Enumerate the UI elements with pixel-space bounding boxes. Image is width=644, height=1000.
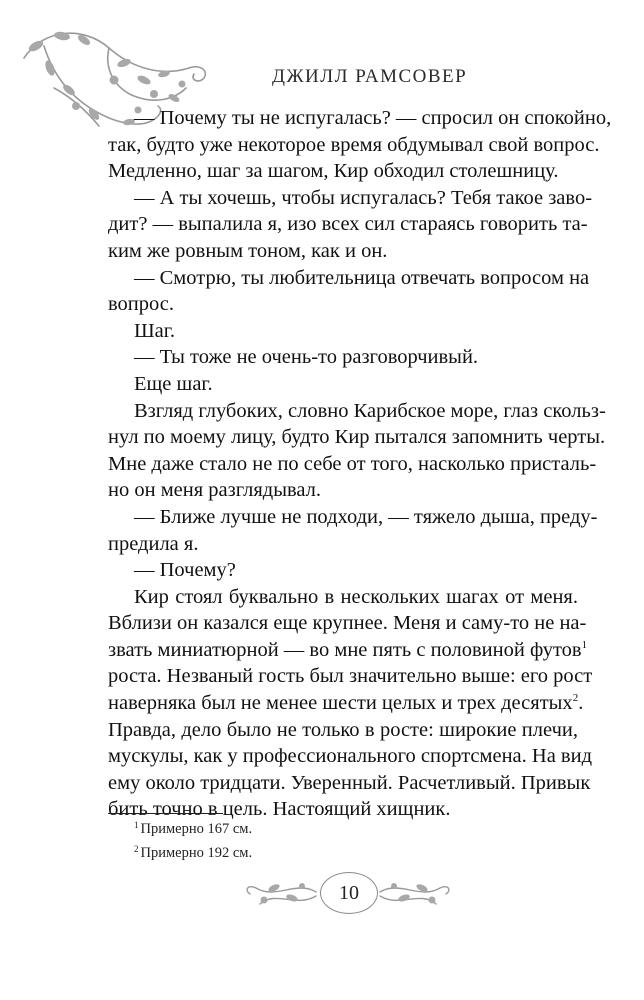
text-line-content: бить точно в цель. Настоящий хищник.: [108, 798, 451, 821]
footnote-text: Примерно 192 см.: [140, 845, 253, 861]
text-line-content: наверняка был не менее шести целых и трех десятых: [108, 692, 573, 715]
footnote: [134, 841, 252, 865]
text-line-content: ему около тридцати. Уверенный. Расчетливый. Привык: [108, 771, 591, 794]
text-line-content: Взгляд глубоких, словно Карибское море, глаз скольз-: [134, 399, 606, 422]
text-line: [108, 557, 578, 584]
text-line: [108, 318, 578, 345]
text-line-content: — Ты тоже не очень-то разговорчивый.: [134, 346, 479, 369]
text-line-content: но он меня разглядывал.: [108, 479, 322, 502]
footnotes: [134, 817, 252, 865]
text-line-content: так, будто уже некоторое время обдумывал свой вопрос.: [108, 133, 600, 156]
text-line: [108, 211, 588, 238]
footnote: [134, 817, 252, 841]
text-line-content: — Ближе лучше не подходи, — тяжело дыша, преду-: [134, 505, 598, 528]
text-line-content: мускулы, как у профессионального спортсмена. На вид: [108, 745, 593, 768]
text-line-content: нул по моему лицу, будто Кир пытался запомнить черты.: [108, 426, 606, 449]
text-line-content: Вблизи он казался еще крупнее. Меня и саму-то не на-: [108, 612, 587, 635]
text-line: [108, 105, 612, 132]
text-line-content: роста. Незваный гость был значительно выше: его рост: [108, 665, 593, 688]
text-line-content: — Почему ты не испугалась? — спросил он спокойно,: [134, 107, 612, 129]
text-line: [108, 371, 578, 398]
footnote-text: Примерно 167 см.: [140, 821, 253, 837]
body-text: [108, 105, 612, 823]
text-line-content: дит? — выпалила я, изо всех сил стараясь говорить та-: [108, 213, 588, 236]
text-line: [108, 637, 588, 664]
text-line-content: Шаг.: [134, 319, 175, 342]
footnote-mark: 2: [572, 692, 579, 705]
text-line-content: — А ты хочешь, чтобы испугалась? Тебя такое заво-: [134, 186, 593, 209]
text-line: [108, 477, 578, 504]
text-line: [108, 584, 578, 611]
text-line: [108, 531, 578, 558]
text-line-suffix: .: [578, 692, 584, 715]
text-line: [108, 770, 591, 797]
text-line-content: вопрос.: [108, 293, 174, 316]
text-line-content: предила я.: [108, 532, 199, 555]
text-line-content: Медленно, шаг за шагом, Кир обходил столешницу.: [108, 160, 559, 183]
text-line-content: ким же ровным тоном, как и он.: [108, 239, 388, 262]
text-line: [108, 610, 587, 637]
text-line: [108, 344, 578, 371]
text-line: [108, 185, 593, 212]
text-line-content: Кир стоял буквально в нескольких шагах от меня.: [134, 585, 578, 608]
text-line: [108, 690, 584, 717]
text-line-content: Еще шаг.: [134, 372, 213, 395]
text-line: [108, 504, 598, 531]
text-line: [108, 743, 593, 770]
text-line: [108, 424, 606, 451]
text-line-content: Мне даже стало не по себе от того, насколько присталь-: [108, 452, 597, 475]
running-head-author: ДЖИЛЛ РАМСОВЕР: [272, 66, 468, 87]
footnote-number: 1: [134, 820, 139, 830]
text-line: [108, 158, 578, 185]
text-line: [108, 451, 597, 478]
text-line: [108, 265, 590, 292]
text-line-content: Правда, дело было не только в росте: широкие плечи,: [108, 718, 578, 741]
text-line-content: — Почему?: [134, 559, 236, 582]
footnote-mark: 1: [581, 638, 588, 651]
page-number: 10: [320, 872, 378, 914]
text-line: [108, 238, 578, 265]
text-line-content: звать миниатюрной — во мне пять с половиной футов: [108, 638, 582, 661]
text-line: [108, 663, 593, 690]
text-line: [108, 132, 600, 159]
text-line: [108, 717, 578, 744]
footnote-divider: [108, 813, 223, 814]
text-line: [108, 398, 606, 425]
text-line-content: — Смотрю, ты любительница отвечать вопросом на: [134, 266, 590, 289]
text-line: [108, 291, 578, 318]
footnote-number: 2: [134, 844, 139, 854]
